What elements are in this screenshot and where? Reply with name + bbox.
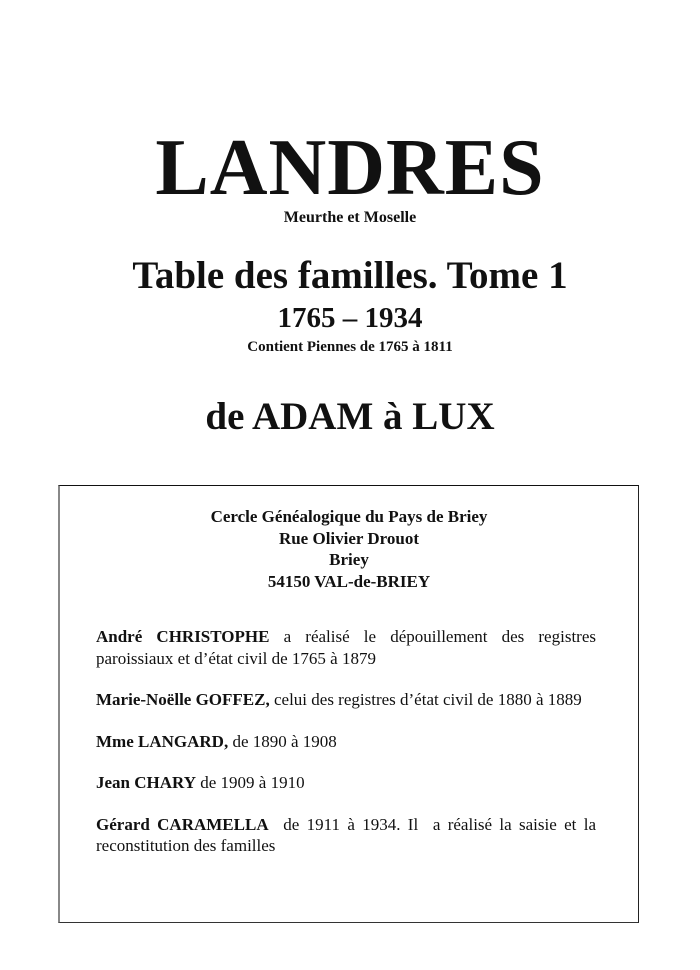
organization-name: Cercle Généalogique du Pays de Briey — [210, 507, 488, 526]
credit-item — [96, 772, 596, 794]
credit-name: Jean CHARY — [96, 773, 196, 792]
credit-text: de 1911 à 1934. Il a réalisé la saisie et la reconstitution des familles — [96, 814, 601, 855]
credit-text: de 1909 à 1910 — [195, 773, 305, 792]
credit-text: de 1890 à 1908 — [228, 731, 337, 751]
contains-note: Contient Piennes de 1765 à 1811 — [247, 339, 453, 355]
credit-item — [96, 731, 596, 753]
credit-name: Mme LANGARD, — [96, 731, 229, 751]
credit-item — [96, 814, 601, 857]
credit-name: Marie-Noëlle GOFFEZ, — [96, 690, 270, 709]
credit-name: Gérard CARAMELLA — [96, 814, 269, 834]
credits-box — [58, 485, 639, 923]
organization-postal: 54150 VAL-de-BRIEY — [267, 571, 431, 591]
credit-text: celui des registres d’état civil de 1880 à 1889 — [269, 690, 582, 709]
document-title: LANDRES — [155, 124, 545, 212]
year-range: 1765 – 1934 — [277, 302, 423, 334]
credit-text: a réalisé le dépouillement des registres paroissiaux et d’état civil de 1765 à 1879 — [96, 627, 596, 668]
organization-town: Briey — [329, 550, 369, 569]
credit-item — [96, 626, 596, 669]
volume-title: Table des familles. Tome 1 — [132, 254, 568, 297]
credits-list — [96, 626, 601, 877]
organization-street: Rue Olivier Drouot — [278, 528, 420, 548]
credit-item — [96, 689, 596, 711]
name-range: de ADAM à LUX — [205, 395, 495, 438]
region-subtitle: Meurthe et Moselle — [283, 209, 417, 226]
credit-name: André CHRISTOPHE — [96, 627, 270, 646]
organization-address — [60, 506, 638, 592]
